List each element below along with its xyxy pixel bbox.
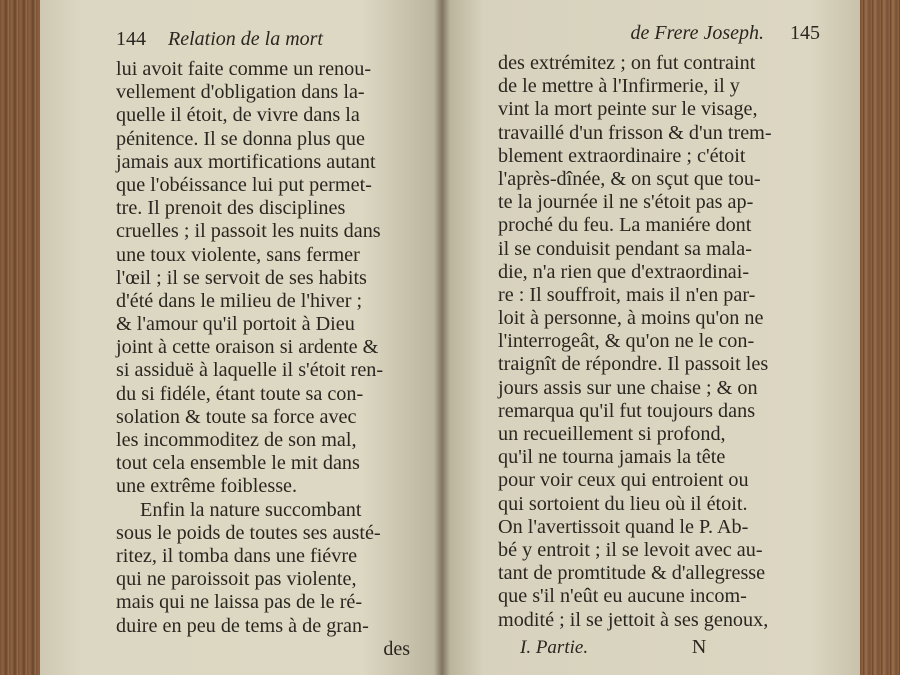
text-line: modité ; il se jettoit à ses genoux, (498, 608, 769, 631)
text-line: qui sortoient du lieu où il étoit. (498, 492, 748, 515)
text-line: lui avoit faite comme un renou- (116, 58, 372, 80)
text-line: vint la mort peinte sur le visage, (498, 98, 758, 121)
right-page-header (498, 22, 820, 50)
text-line: tre. Il prenoit des disciplines (116, 197, 346, 220)
book-gutter (434, 0, 450, 675)
text-line: pénitence. Il se donna plus que (116, 127, 365, 150)
right-page-text (498, 52, 820, 632)
catchword: des (383, 637, 410, 660)
text-line: solation & toute sa force avec (116, 405, 357, 428)
left-page-header (116, 28, 410, 56)
right-running-head: de Frere Joseph. (630, 22, 764, 44)
text-line: un recueillement si profond, (498, 423, 726, 445)
text-line: te la journée il ne s'étoit pas ap- (498, 191, 754, 214)
text-line: une extrême foiblesse. (116, 475, 298, 498)
right-page-number: 145 (790, 22, 820, 44)
text-line: qui ne paroissoit pas violente, (116, 568, 357, 591)
text-line: jours assis sur une chaise ; & on (498, 376, 758, 399)
text-line: cruelles ; il passoit les nuits dans (116, 220, 381, 243)
text-line: vellement d'obligation dans la- (116, 81, 365, 104)
text-line: traignît de répondre. Il passoit les (498, 353, 769, 376)
left-page-text (116, 58, 410, 661)
text-line: tant de promtitude & d'allegresse (498, 562, 766, 585)
text-line: l'interrogeât, & qu'on ne le con- (498, 330, 755, 353)
text-line: die, n'a rien que d'extraordinai- (498, 260, 750, 283)
left-page (40, 0, 442, 675)
right-page (442, 0, 860, 675)
text-line: joint à cette oraison si ardente & (116, 336, 379, 359)
book-fore-edge-right (854, 0, 900, 675)
text-line: les incommoditez de son mal, (116, 429, 357, 451)
text-line: re : Il souffroit, mais il n'en par- (498, 283, 756, 306)
text-line: & l'amour qu'il portoit à Dieu (116, 313, 355, 336)
text-line: d'été dans le milieu de l'hiver ; (116, 289, 363, 312)
text-line: si assiduë à laquelle il s'étoit ren- (116, 359, 384, 382)
text-line: travaillé d'un frisson & d'un trem- (498, 121, 772, 144)
text-line: quelle il étoit, de vivre dans la (116, 104, 360, 127)
part-label: I. Partie. (520, 636, 589, 658)
text-line: proché du feu. La maniére dont (498, 214, 752, 237)
text-line: sous le poids de toutes ses austé- (116, 521, 381, 544)
text-line: qu'il ne tourna jamais la tête (498, 446, 726, 469)
text-line: remarqua qu'il fut toujours dans (498, 399, 756, 422)
text-line: On l'avertissoit quand le P. Ab- (498, 515, 749, 538)
text-line: Enfin la nature succombant (140, 498, 362, 521)
text-line: ritez, il tomba dans une fiévre (116, 544, 358, 567)
text-line: que l'obéissance lui put permet- (116, 173, 372, 196)
signature-mark: N (691, 635, 707, 658)
left-running-head: Relation de la mort (168, 28, 323, 50)
text-line: bé y entroit ; il se levoit avec au- (498, 538, 763, 561)
text-line: une toux violente, sans fermer (116, 243, 360, 266)
text-line: blement extraordinaire ; c'étoit (498, 144, 746, 167)
text-line: tout cela ensemble le mit dans (116, 452, 360, 475)
text-line: des extrémitez ; on fut contraint (498, 52, 756, 74)
text-line: loit à personne, à moins qu'on ne (498, 307, 764, 330)
text-line: que s'il n'eût eu aucune incom- (498, 585, 747, 608)
text-line: il se conduisit pendant sa mala- (498, 237, 752, 260)
text-line: de le mettre à l'Infirmerie, il y (498, 75, 740, 98)
text-line: duire en peu de tems à de gran- (116, 614, 369, 637)
right-page-footer (498, 636, 820, 659)
text-line: jamais aux mortifications autant (116, 150, 376, 173)
text-line: mais qui ne laissa pas de le ré- (116, 591, 363, 614)
text-line: du si fidéle, étant toute sa con- (116, 382, 364, 405)
text-line: l'après-dînée, & on sçut que tou- (498, 167, 761, 190)
text-line: pour voir ceux qui entroient ou (498, 469, 749, 492)
left-page-number: 144 (116, 28, 146, 50)
text-line: l'œil ; il se servoit de ses habits (116, 266, 367, 289)
